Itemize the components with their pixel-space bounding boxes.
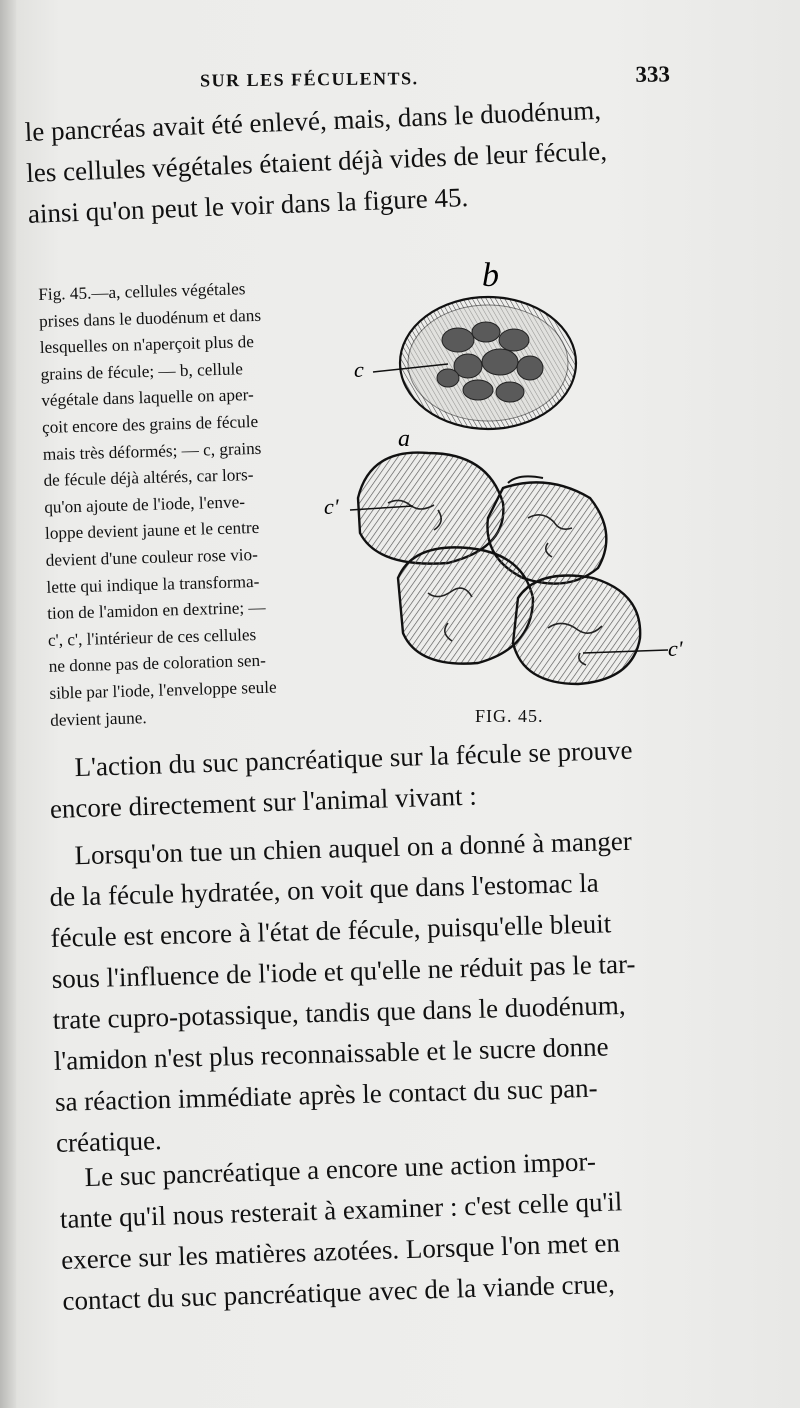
- text-line: de la fécule hydratée, on voit que dans l'estomac la: [49, 867, 599, 912]
- caption-line: loppe devient jaune et le centre: [44, 518, 260, 544]
- text-line: Le suc pancréatique a encore une action impor-: [84, 1146, 597, 1193]
- caption-line: çoit encore des grains de fécule: [41, 411, 259, 437]
- paragraph-matieres-azotees: [58, 1137, 723, 1322]
- text-line: les cellules végétales étaient déjà vides de leur fécule,: [25, 135, 608, 188]
- text-line: Lorsqu'on tue un chien auquel on a donné à manger: [74, 825, 633, 871]
- text-line: exerce sur les matières azotées. Lorsque l'on met en: [60, 1227, 621, 1275]
- caption-line: qu'on ajoute de l'iode, l'enve-: [44, 492, 246, 517]
- caption-line: mais très déformés; — c, grains: [42, 438, 262, 464]
- caption-line: végétale dans laquelle on aper-: [41, 385, 255, 411]
- text-line: sous l'influence de l'iode et qu'elle ne réduit pas le tar-: [51, 948, 636, 994]
- caption-line: de fécule déjà altérés, car lors-: [43, 465, 254, 491]
- caption-line: devient d'une couleur rose vio-: [45, 544, 259, 570]
- text-line: tante qu'il nous resterait à examiner : c'est celle qu'il: [59, 1186, 623, 1234]
- figure-label-b: b: [482, 257, 499, 294]
- text-line: L'action du suc pancréatique sur la fécule se prouve: [74, 734, 633, 783]
- text-line: ainsi qu'on peut le voir dans la figure 45.: [27, 182, 469, 229]
- caption-line: lesquelles on n'aperçoit plus de: [39, 332, 255, 358]
- text-line: l'amidon n'est plus reconnaissable et le sucre donne: [53, 1031, 609, 1076]
- text-line: trate cupro-potassique, tandis que dans le duodénum,: [52, 989, 626, 1035]
- text-line: encore directement sur l'animal vivant :: [49, 780, 478, 824]
- intro-paragraph: [24, 87, 668, 234]
- figure-number-label: FIG. 45.: [475, 706, 544, 726]
- caption-line: ne donne pas de coloration sen-: [48, 651, 267, 677]
- page-number: 333: [635, 61, 671, 87]
- text-line: contact du suc pancréatique avec de la viande crue,: [62, 1268, 616, 1316]
- caption-line: Fig. 45.—a, cellules végétales: [38, 279, 246, 304]
- cell-illustration: [318, 248, 698, 708]
- text-line: fécule est encore à l'état de fécule, puisqu'elle bleuit: [50, 908, 612, 953]
- caption-line: tion de l'amidon en dextrine; —: [46, 597, 266, 623]
- figure-caption: [38, 275, 313, 734]
- page-binding-edge: [0, 0, 16, 1408]
- paragraph-action-suc: [48, 728, 690, 830]
- caption-line: c', c', l'intérieur de ces cellules: [47, 624, 257, 650]
- caption-line: sible par l'iode, l'enveloppe seule: [49, 677, 277, 703]
- text-line: sa réaction immédiate après le contact du suc pan-: [54, 1072, 598, 1117]
- paragraph-chien-fecule: [48, 819, 708, 1164]
- text-line: créatique.: [55, 1125, 163, 1158]
- figure-label-c-prime-right: c': [668, 636, 683, 661]
- figure-label-c-prime-left: c': [324, 494, 339, 519]
- caption-line: devient jaune.: [49, 707, 147, 730]
- caption-line: grains de fécule; — b, cellule: [40, 359, 244, 384]
- chapter-title: SUR LES FÉCULENTS.: [199, 68, 419, 91]
- caption-line: prises dans le duodénum et dans: [38, 305, 262, 331]
- caption-line: lette qui indique la transforma-: [46, 571, 260, 597]
- running-head: [200, 62, 670, 93]
- cell-b: [400, 297, 576, 429]
- cell-cluster-a: [358, 453, 640, 684]
- text-line: le pancréas avait été enlevé, mais, dans le duodénum,: [24, 94, 602, 147]
- figure-label-c: c: [354, 357, 364, 382]
- figure-label-a: a: [398, 426, 410, 452]
